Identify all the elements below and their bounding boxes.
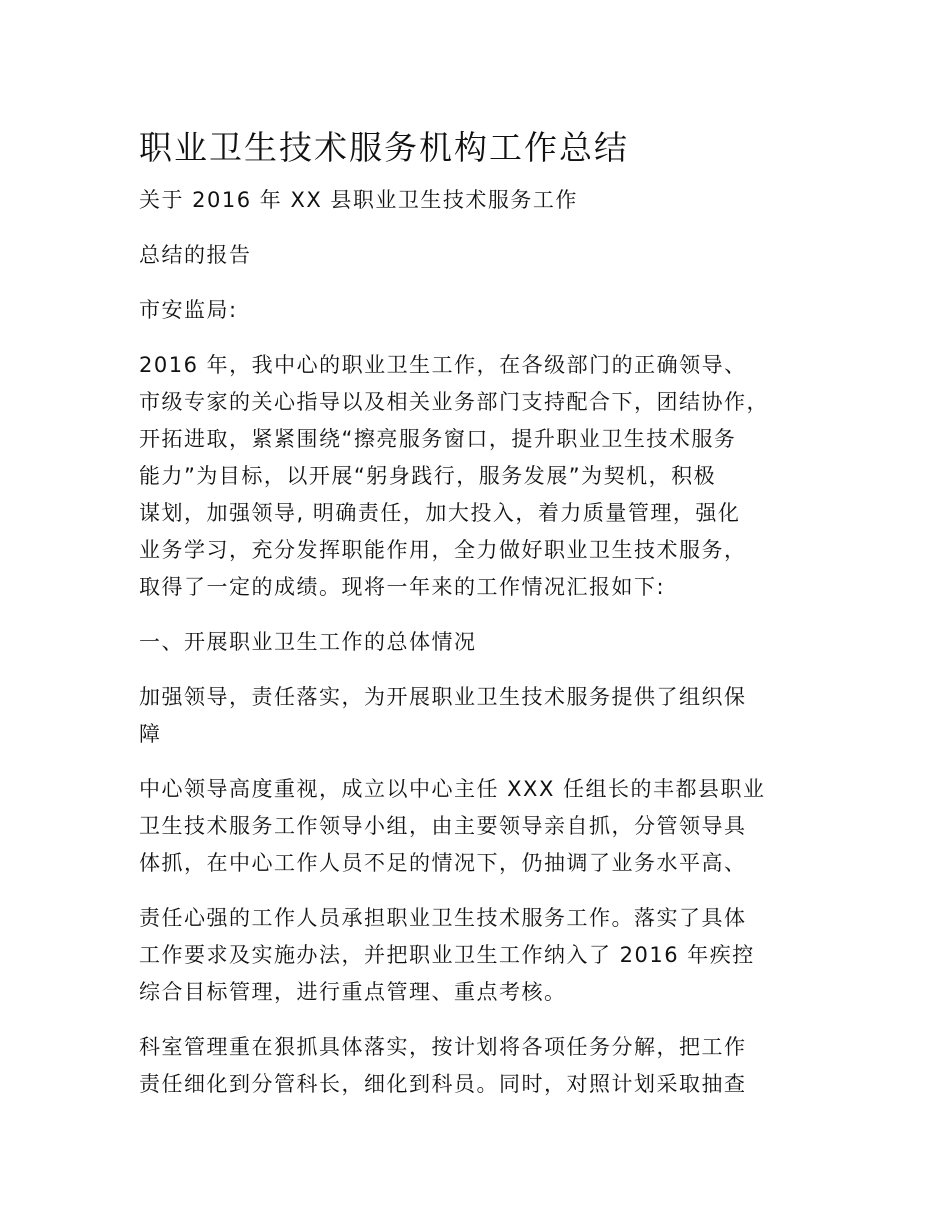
document-title: 职业卫生技术服务机构工作总结 (139, 128, 629, 167)
text-line: 责任细化到分管科长，细化到科员。同时，对照计划采取抽查 (139, 1072, 747, 1096)
text-line: 加强领导，责任落实，为开展职业卫生技术服务提供了组织保 (139, 685, 747, 709)
text-line: 体抓，在中心工作人员不足的情况下，仍抽调了业务水平高、 (139, 851, 747, 875)
paragraph-department-management (139, 1029, 829, 1103)
text-line: 工作要求及实施办法，并把职业卫生工作纳入了 2016 年疾控 (139, 943, 755, 967)
text-line: 综合目标管理，进行重点管理、重点考核。 (139, 980, 567, 1004)
text-line: 障 (139, 722, 162, 746)
text-line: 取得了一定的成绩。现将一年来的工作情况汇报如下: (139, 575, 666, 599)
text-line: 关于 2016 年 XX 县职业卫生技术服务工作 (139, 188, 578, 212)
text-line: 市级专家的关心指导以及相关业务部门支持配合下，团结协作， (139, 390, 769, 414)
document-page (139, 120, 829, 1121)
text-line: 卫生技术服务工作领导小组，由主要领导亲自抓，分管领导具 (139, 814, 747, 838)
section-heading-1 (139, 624, 829, 661)
paragraph-intro (139, 347, 829, 606)
text-line: 科室管理重在狠抓具体落实，按计划将各项任务分解，把工作 (139, 1035, 747, 1059)
text-line: 能力”为目标，以开展“躬身践行，服务发展”为契机，积极 (139, 464, 717, 488)
text-line: 业务学习，充分发挥职能作用，全力做好职业卫生技术服务， (139, 538, 747, 562)
paragraph-leadership (139, 679, 829, 753)
text-line: 开拓进取，紧紧围绕“擦亮服务窗口，提升职业卫生技术服务 (139, 427, 737, 451)
paragraph-subtitle-2 (139, 237, 829, 274)
text-line: 责任心强的工作人员承担职业卫生技术服务工作。落实了具体 (139, 906, 747, 930)
paragraph-responsibility (139, 900, 829, 1011)
text-line: 谋划，加强领导, 明确责任，加大投入，着力质量管理，强化 (139, 501, 741, 525)
text-line: 中心领导高度重视，成立以中心主任 XXX 任组长的丰都县职业 (139, 777, 766, 801)
paragraph-addressee (139, 292, 829, 329)
text-line: 2016 年，我中心的职业卫生工作，在各级部门的正确领导、 (139, 353, 747, 377)
text-line: 市安监局: (139, 298, 238, 322)
text-line: 总结的报告 (139, 243, 252, 267)
paragraph-subtitle-1 (139, 182, 829, 219)
paragraph-center-leaders (139, 771, 829, 882)
text-line: 一、开展职业卫生工作的总体情况 (139, 630, 477, 654)
